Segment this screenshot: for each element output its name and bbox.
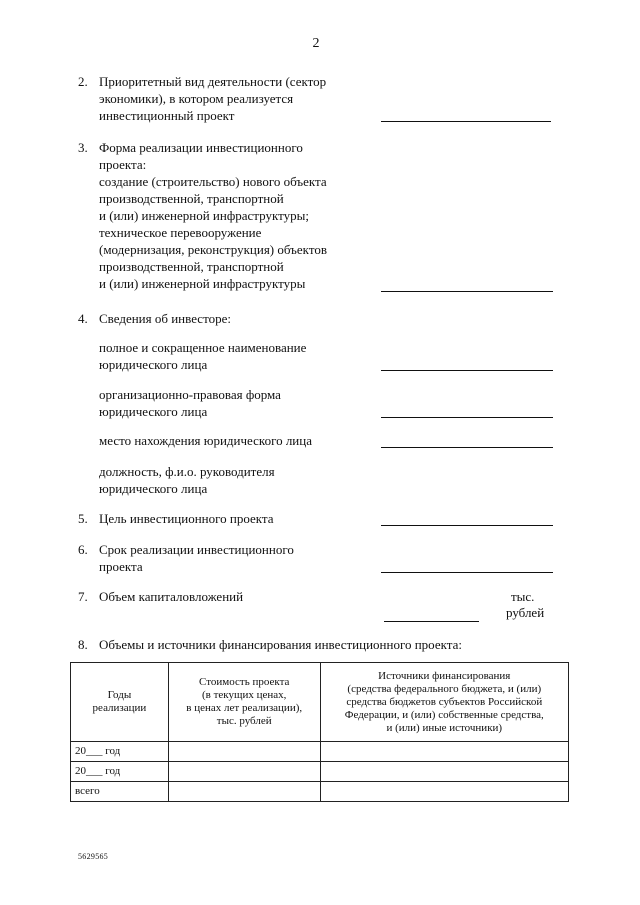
item-3-line: техническое перевооружение xyxy=(99,225,262,240)
header-line: (средства федерального бюджета, и (или) xyxy=(347,682,542,695)
header-line: реализации xyxy=(92,702,147,714)
investor-name-answer-line[interactable] xyxy=(381,370,553,371)
table-row xyxy=(71,762,569,782)
investor-location-answer-line[interactable] xyxy=(381,447,553,448)
field-line: полное и сокращенное наименование xyxy=(99,340,307,355)
field-line: должность, ф.и.о. руководителя xyxy=(99,464,275,479)
item-7-number: 7. xyxy=(78,589,88,604)
item-7-answer-line[interactable] xyxy=(384,621,479,622)
cost-cell[interactable] xyxy=(168,782,320,802)
item-3-line: и (или) инженерной инфраструктуры; xyxy=(99,208,309,223)
year-cell: 20___ год xyxy=(71,762,169,782)
investor-field-legal-form xyxy=(99,386,281,420)
item-3-text xyxy=(99,139,327,292)
field-line: юридического лица xyxy=(99,357,208,372)
item-3-line: проекта: xyxy=(99,157,147,172)
document-code: 5629565 xyxy=(78,852,109,861)
field-line: юридического лица xyxy=(99,404,208,419)
table-row xyxy=(71,742,569,762)
cost-cell[interactable] xyxy=(168,742,320,762)
item-5-answer-line[interactable] xyxy=(381,525,553,526)
item-2-number: 2. xyxy=(78,74,88,89)
sources-cell[interactable] xyxy=(320,782,568,802)
header-line: Источники финансирования xyxy=(378,669,511,682)
item-5-text: Цель инвестиционного проекта xyxy=(99,511,274,526)
investor-field-name xyxy=(99,339,306,373)
field-line: юридического лица xyxy=(99,481,208,496)
item-4-number: 4. xyxy=(78,311,88,326)
item-2-text xyxy=(99,73,326,124)
item-2-line: экономики), в котором реализуется xyxy=(99,91,294,106)
item-4-title: Сведения об инвесторе: xyxy=(99,311,231,326)
item-3-line: (модернизация, реконструкция) объектов xyxy=(99,242,327,257)
cost-cell[interactable] xyxy=(168,762,320,782)
item-7-unit-rubles: рублей xyxy=(506,605,545,620)
item-8-text: Объемы и источники финансирования инвестиционного проекта: xyxy=(99,637,462,652)
table-header-row xyxy=(71,663,569,742)
investor-field-head xyxy=(99,463,275,497)
year-cell: 20___ год xyxy=(71,742,169,762)
header-line: Стоимость проекта xyxy=(199,676,290,688)
investor-field-location xyxy=(99,432,312,449)
header-line: тыс. рублей xyxy=(216,715,272,727)
item-3-number: 3. xyxy=(78,140,88,155)
page-number: 2 xyxy=(312,36,320,51)
item-3-line: создание (строительство) нового объекта xyxy=(99,174,327,189)
item-3-answer-line[interactable] xyxy=(381,291,553,292)
item-3-line: производственной, транспортной xyxy=(99,191,284,206)
item-3-line: и (или) инженерной инфраструктуры xyxy=(99,276,306,291)
sources-cell[interactable] xyxy=(320,742,568,762)
header-line: Федерации, и (или) собственные средства, xyxy=(344,708,544,721)
item-5-number: 5. xyxy=(78,511,88,526)
item-2-line: инвестиционный проект xyxy=(99,108,235,123)
item-7-unit-thousand: тыс. xyxy=(511,589,535,604)
field-line: место нахождения юридического лица xyxy=(99,433,312,448)
header-line: средства бюджетов субъектов Российской xyxy=(346,695,543,708)
header-years xyxy=(71,663,169,742)
table-row xyxy=(71,782,569,802)
investor-legal-form-answer-line[interactable] xyxy=(381,417,553,418)
item-2-line: Приоритетный вид деятельности (сектор xyxy=(99,74,327,89)
item-6-answer-line[interactable] xyxy=(381,572,553,573)
year-cell: всего xyxy=(71,782,169,802)
field-line: организационно-правовая форма xyxy=(99,387,281,402)
item-6-line: проекта xyxy=(99,559,143,574)
financing-table xyxy=(70,662,569,802)
item-2-answer-line[interactable] xyxy=(381,121,551,122)
header-line: в ценах лет реализации), xyxy=(186,702,303,714)
item-6-line: Срок реализации инвестиционного xyxy=(99,542,294,557)
item-3-line: производственной, транспортной xyxy=(99,259,284,274)
item-6-number: 6. xyxy=(78,542,88,557)
sources-cell[interactable] xyxy=(320,762,568,782)
item-8-number: 8. xyxy=(78,637,88,652)
item-6-text xyxy=(99,541,294,575)
header-line: (в текущих ценах, xyxy=(202,689,287,701)
header-cost xyxy=(168,663,320,742)
header-line: Годы xyxy=(107,689,132,701)
item-3-line: Форма реализации инвестиционного xyxy=(99,140,303,155)
header-line: и (или) иные источники) xyxy=(386,721,503,734)
item-7-text: Объем капиталовложений xyxy=(99,589,244,604)
header-sources xyxy=(320,663,568,742)
